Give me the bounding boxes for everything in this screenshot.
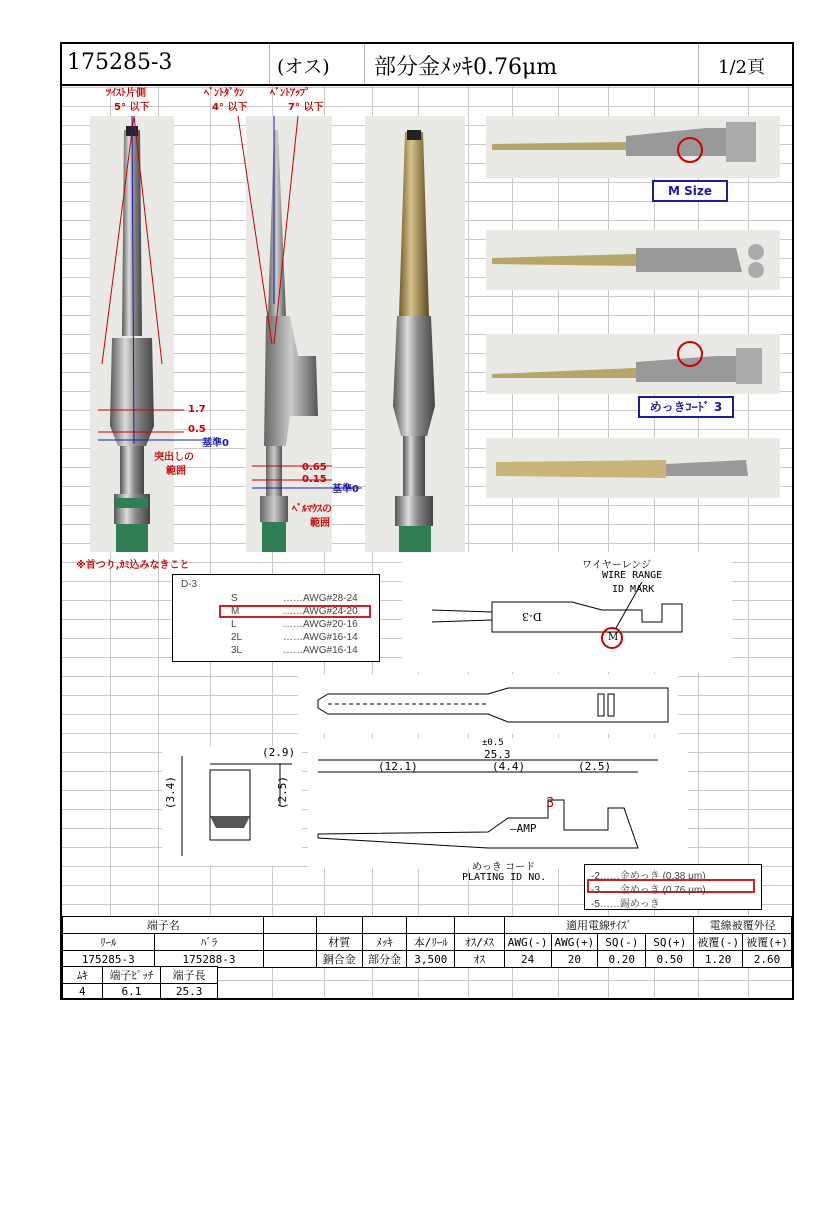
h-pitch: 端子ﾋﾟｯﾁ: [102, 967, 161, 984]
bellmouth-label-2: 範囲: [310, 518, 330, 529]
drawing-end-view: [162, 746, 302, 866]
dim-2-5-b: (2.5): [578, 760, 612, 773]
table-row: 175285-3 175288-3 銅合金 部分金 3,500 ｵｽ 24 20 0.20 0.50 1.20 2.60: [63, 951, 792, 968]
stamp-amp: —AMP: [510, 822, 537, 835]
stamp-m: M: [608, 632, 619, 643]
h-material: 材質: [316, 934, 362, 951]
h-awg-max: AWG(+): [551, 934, 598, 951]
h-muki: ﾑｷ: [63, 967, 103, 984]
bend-up-label: ﾍﾞﾝﾄｱｯﾌﾟ: [270, 88, 310, 99]
twist-value: 5° 以下: [114, 102, 150, 113]
h-cov-max: 被覆(+): [743, 934, 792, 951]
stamp-3: 3: [546, 796, 555, 811]
plating-id-en: PLATING ID NO.: [462, 872, 547, 883]
plating-code-2: -2……金めっき (0.38 μm): [591, 871, 706, 882]
base-zero-b: 基準0: [332, 484, 359, 495]
h-plating: ﾒｯｷ: [362, 934, 406, 951]
h-gender: ｵｽ/ﾒｽ: [455, 934, 504, 951]
h-length: 端子長: [161, 967, 218, 984]
plating-spec: 部分金ﾒｯｷ0.76μm: [374, 55, 558, 80]
legend-row: 3L ……AWG#16-14: [231, 645, 358, 656]
legend-row: L ……AWG#20-16: [231, 619, 358, 630]
legend-row-selected: M ……AWG#24-20: [173, 606, 379, 619]
wire-range-legend: [172, 574, 380, 662]
h-terminal-name: 端子名: [63, 917, 264, 934]
id-mark-en: ID MARK: [612, 584, 655, 595]
dim-2-9: (2.9): [262, 746, 296, 759]
bellmouth-label: ﾍﾞﾙﾏｳｽの: [292, 504, 332, 515]
part-number: 175285-3: [67, 50, 173, 75]
dim-2-5-a: (2.5): [276, 775, 290, 810]
bend-up-value: 7° 以下: [288, 102, 324, 113]
plating-code-3: -3……金めっき (0.76 μm): [591, 885, 706, 896]
terminal-spec-sheet: [60, 42, 794, 1000]
m-size-label: M Size: [652, 180, 728, 202]
protrusion-label-2: 範囲: [166, 466, 186, 477]
plating-code-label: めっきｺｰﾄﾞ 3: [638, 396, 734, 418]
legend-row: S ……AWG#28-24: [231, 593, 358, 604]
dim-0-15: 0.15: [302, 474, 327, 485]
gender: (オス): [277, 56, 330, 78]
h-awg-min: AWG(-): [504, 934, 551, 951]
wire-range-en: WIRE RANGE: [602, 570, 663, 581]
spec-table: [62, 916, 792, 968]
plating-code-5: -5……錫めっき: [591, 899, 660, 910]
h-cov-min: 被覆(-): [694, 934, 743, 951]
plating-id-jp: めっき コード: [472, 862, 536, 873]
drawing-id-mark: [402, 552, 732, 672]
h-applicable-size: 適用電線ｻｲｽﾞ: [504, 917, 694, 934]
bend-down-label: ﾍﾞﾝﾄﾀﾞｳﾝ: [204, 88, 244, 99]
dim-1-7: 1.7: [188, 404, 206, 415]
dim-25-3: 25.3: [484, 748, 511, 761]
page-number: 1/2頁: [718, 57, 765, 78]
dim-0-65: 0.65: [302, 462, 327, 473]
h-outer-diameter: 電線被覆外径: [694, 917, 792, 934]
photo-annotations: [62, 44, 792, 564]
drawing-top: [298, 674, 678, 734]
plating-code-list: [584, 864, 762, 910]
wire-range-jp: ワイヤーレンジ: [582, 560, 651, 571]
table-row: 4 6.1 25.3: [63, 984, 218, 999]
base-zero-a: 基準0: [202, 438, 229, 449]
legend-title: D-3: [181, 579, 198, 590]
legend-row: 2L ……AWG#16-14: [231, 632, 358, 643]
h-sq-max: SQ(+): [646, 934, 694, 951]
h-sq-min: SQ(-): [598, 934, 646, 951]
bend-down-value: 4° 以下: [212, 102, 248, 113]
tolerance: ±0.5: [482, 738, 504, 748]
dim-4-4: (4.4): [492, 760, 526, 773]
note: ※首つり,ｶﾐ込みなきこと: [76, 560, 190, 571]
h-bara: ﾊﾞﾗ: [154, 934, 264, 951]
twist-label: ﾂｲｽﾄ片側: [106, 88, 146, 99]
drawing-side: [308, 738, 688, 868]
h-reel: ﾘｰﾙ: [63, 934, 155, 951]
pitch-table: [62, 966, 218, 999]
dim-0-5: 0.5: [188, 424, 206, 435]
stamp-d3: D-3: [522, 610, 542, 623]
dim-12-1: (12.1): [378, 760, 418, 773]
dim-3-4: (3.4): [164, 775, 178, 810]
protrusion-label: 突出しの: [154, 452, 194, 463]
h-per-reel: 本/ﾘｰﾙ: [407, 934, 455, 951]
